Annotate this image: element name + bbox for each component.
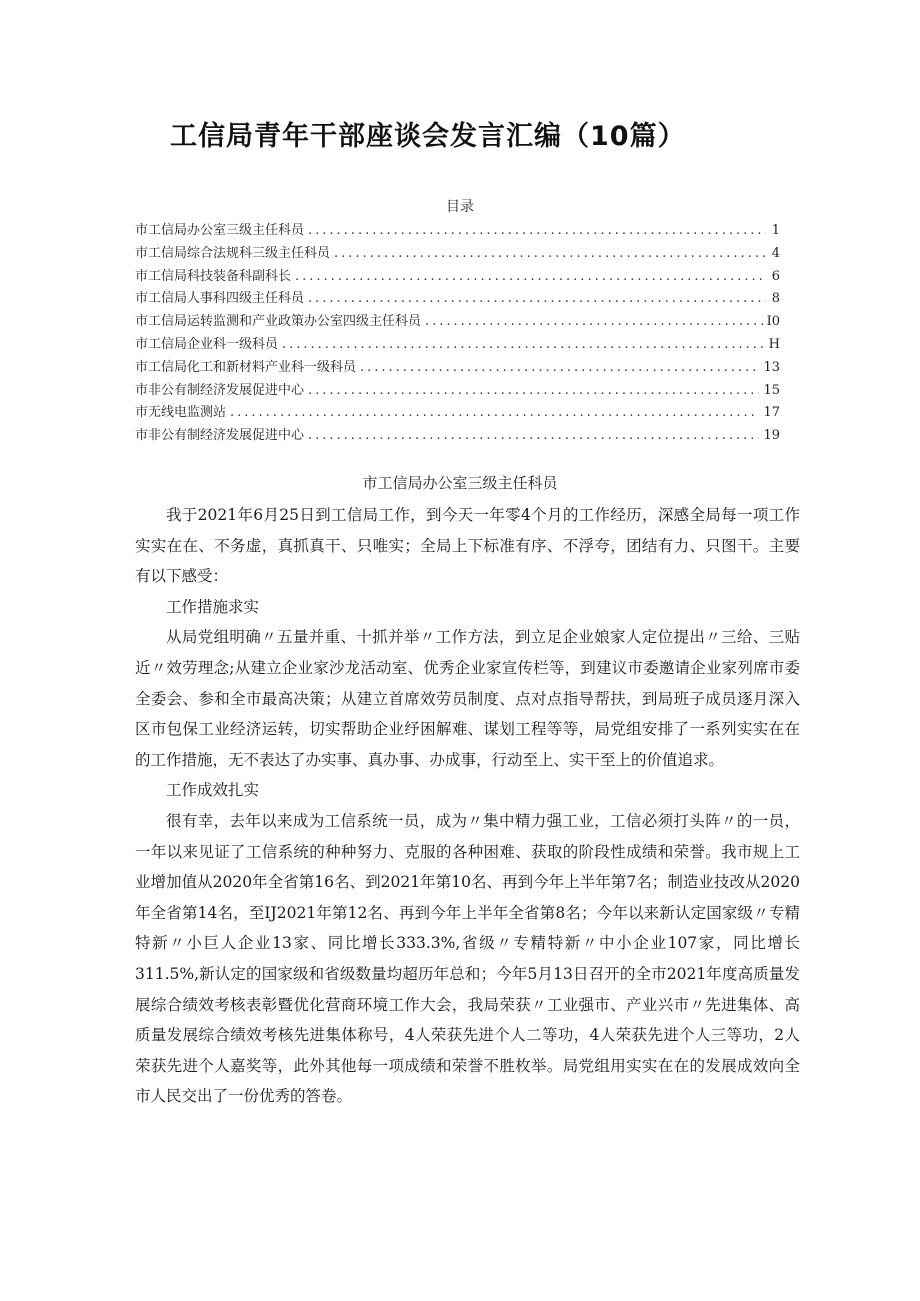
toc-entry-label: 市工信局综合法规科三级主任科员	[135, 245, 331, 261]
toc-dot-leader	[308, 291, 766, 306]
toc-entry-page: 19	[763, 428, 780, 444]
body-subheading: 工作措施求实	[166, 597, 260, 616]
toc-dot-leader	[295, 269, 766, 284]
toc-entry[interactable]	[135, 356, 780, 379]
toc-entry-label: 市工信局企业科一级科员	[135, 336, 279, 352]
toc-entry-page: I0	[766, 314, 780, 330]
toc-entry-label: 市工信局办公室三级主任科员	[135, 223, 305, 238]
toc-entry-label: 市工信局运转监测和产业政策办公室四级主任科员	[135, 314, 422, 330]
toc-dot-leader	[334, 246, 766, 261]
toc-entry-label: 市无线电监测站	[135, 405, 227, 421]
toc-entry-label: 市非公有制经济发展促进中心	[135, 382, 305, 398]
section-body	[135, 500, 800, 1112]
toc-dot-leader	[230, 405, 759, 420]
body-paragraph: 从局党组明确〃五量并重、十抓并举〃工作方法，到立足企业娘家人定位提出〃三给、三贴近〃效劳理念;从建立企业家沙龙活动室、优秀企业家宣传栏等，到建议市委邀请企业家列席市委全委会、参和全市最高决策；从建立首席效劳员制度、点对点指导帮扶，到局班子成员逐月深入区市包保工业经济运转，切实帮助企业纾困解难、谋划工程等等，局党组安排了一系列实实在在的工作措施，无不表达了办实事、真办事、办成事，行动至上、实干至上的价值追求。	[135, 628, 800, 769]
toc-entry-page: 15	[763, 382, 780, 398]
toc-entry-label: 市工信局人事科四级主任科员	[135, 291, 305, 307]
toc-entry-page: 8	[771, 291, 780, 307]
toc-dot-leader	[282, 337, 765, 352]
toc-entry[interactable]	[135, 219, 780, 242]
toc-entry[interactable]	[135, 310, 780, 333]
toc-dot-leader	[308, 223, 766, 238]
toc-entry-label: 市非公有制经济发展促进中心	[135, 428, 305, 444]
toc-entry-page: 4	[771, 245, 780, 261]
toc-dot-leader	[360, 360, 759, 375]
toc-entry[interactable]	[135, 242, 780, 265]
toc-entry-page: 13	[763, 359, 780, 375]
toc-dot-leader	[308, 383, 759, 398]
body-paragraph: 我于2021年6月25日到工信局工作，到今天一年零4个月的工作经历，深感全局每一项工作实实在在、不务虚，真抓真干、只唯实；全局上下标准有序、不浮夸，团结有力、只图干。主要有以下感受：	[135, 506, 800, 586]
document-title: 工信局青年干部座谈会发言汇编（10篇）	[170, 121, 686, 152]
body-subheading: 工作成效扎实	[166, 781, 260, 800]
toc-dot-leader	[425, 314, 763, 329]
toc-entry-page: H	[768, 336, 780, 352]
toc-entry[interactable]	[135, 265, 780, 288]
toc-entry-label: 市工信局化工和新材料产业科一级科员	[135, 359, 357, 375]
toc-entry[interactable]	[135, 287, 780, 310]
toc-entry-label: 市工信局科技装备科副科长	[135, 268, 292, 284]
toc-entry[interactable]	[135, 424, 780, 447]
body-paragraph: 很有幸，去年以来成为工信系统一员，成为〃集中精力强工业，工信必须打头阵〃的一员，一年以来见证了工信系统的种种努力、克服的各种困难、获取的阶段性成绩和荣誉。我市规上工业增加值从2020年全省第16名、到2021年第10名、再到今年上半年第7名；制造业技改从2020年全省第14名，至IJ2021年第12名、再到今年上半年全省第8名；今年以来新认定国家级〃专精特新〃小巨人企业13家、同比增长333.3%,省级〃专精特新〃中小企业107家，同比增长311.5%,新认定的国家级和省级数量均超历年总和；今年5月13日召开的全市2021年度高质量发展综合绩效考核表彰暨优化营商环境工作大会，我局荣获〃工业强市、产业兴市〃先进集体、高质量发展综合绩效考核先进集体称号，4人荣获先进个人二等功，4人荣获先进个人三等功，2人荣获先进个人嘉奖等，此外其他每一项成绩和荣誉不胜枚举。局党组用实实在在的发展成效向全市人民交出了一份优秀的答卷。	[135, 811, 800, 1106]
toc-entry-page: 1	[771, 223, 780, 238]
toc-entry[interactable]	[135, 379, 780, 402]
toc-entry[interactable]	[135, 333, 780, 356]
toc-heading: 目录	[446, 199, 474, 215]
toc-entry-page: 17	[763, 405, 780, 421]
toc-dot-leader	[308, 428, 759, 443]
table-of-contents	[135, 219, 780, 447]
toc-entry[interactable]	[135, 401, 780, 424]
toc-entry-page: 6	[771, 268, 780, 284]
section-title: 市工信局办公室三级主任科员	[362, 474, 558, 492]
